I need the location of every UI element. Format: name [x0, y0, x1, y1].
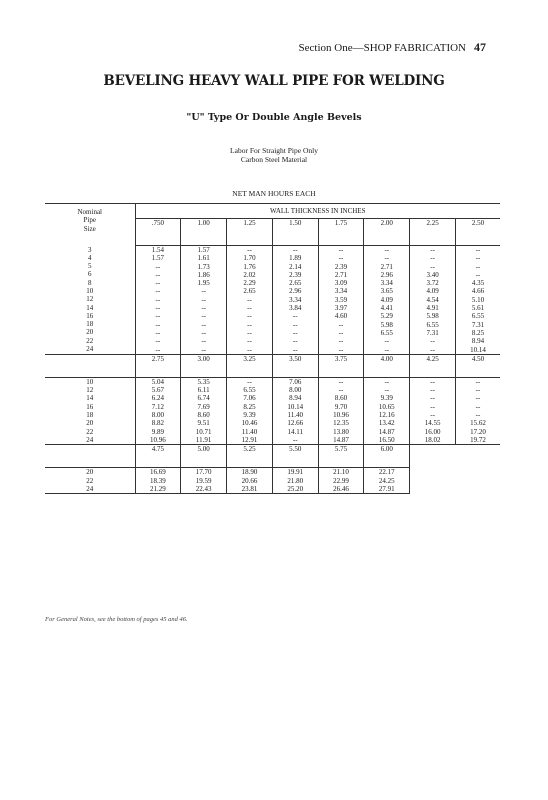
thickness-header-cell: 5.75 — [318, 445, 364, 468]
man-hour-value: 2.71 — [334, 270, 348, 279]
man-hour-value: 21.29 — [150, 484, 166, 493]
man-hour-value: 12.91 — [241, 435, 258, 444]
pipe-size: 4 — [88, 253, 92, 262]
man-hour-value: 4.09 — [380, 295, 393, 304]
man-hour-value: 3.09 — [334, 279, 348, 288]
man-hour-value: 10.14 — [470, 345, 486, 354]
man-hour-value: 2.39 — [289, 270, 302, 279]
man-hour-value: -- — [292, 328, 298, 337]
man-hour-value: -- — [247, 304, 252, 313]
man-hour-value: 2.65 — [243, 287, 256, 296]
man-hour-value: 22.17 — [378, 468, 395, 477]
pipe-size: 20 — [86, 419, 94, 428]
thickness-header-cell: 3.50 — [272, 354, 318, 377]
man-hour-value: -- — [155, 312, 161, 321]
man-hour-value: -- — [475, 270, 481, 279]
pipe-size: 20 — [86, 328, 94, 337]
man-hour-value: 8.94 — [471, 337, 485, 346]
pipe-size: 22 — [86, 476, 94, 485]
table-cell — [45, 354, 135, 377]
man-hour-value: 8.82 — [151, 419, 165, 428]
value-column — [455, 246, 500, 355]
man-hour-value: -- — [475, 394, 481, 403]
man-hour-value: -- — [475, 262, 481, 271]
pipe-size: 14 — [86, 394, 94, 403]
man-hour-value: 5.67 — [151, 386, 165, 395]
man-hour-value: -- — [155, 270, 161, 279]
man-hour-value: 2.39 — [334, 262, 348, 271]
man-hour-value: 16.50 — [378, 435, 395, 444]
footnote: For General Notes, see the bottom of pages 45 and 46. — [45, 616, 188, 623]
man-hour-value: -- — [475, 246, 481, 254]
man-hour-value: -- — [155, 345, 161, 354]
man-hour-value: 10.46 — [241, 419, 258, 428]
man-hour-value: 8.25 — [243, 402, 256, 411]
value-column — [364, 246, 410, 355]
thickness-header-cell: 3.25 — [227, 354, 273, 377]
man-hour-value: -- — [384, 337, 390, 346]
pipe-size-column — [45, 246, 135, 355]
man-hour-value: 19.72 — [470, 435, 486, 444]
data-row — [45, 377, 500, 444]
man-hour-value: 3.84 — [289, 304, 302, 313]
man-hour-value: 10.71 — [195, 427, 212, 436]
man-hour-value: 8.00 — [289, 386, 302, 395]
table-body — [45, 204, 500, 495]
man-hour-value: 20.66 — [241, 476, 258, 485]
man-hour-value: 7.12 — [151, 402, 165, 411]
man-hour-value: 7.06 — [243, 394, 256, 403]
man-hour-value: 19.59 — [195, 476, 212, 485]
value-column — [181, 246, 227, 355]
man-hour-value: 5.35 — [197, 377, 210, 386]
man-hour-value: 14.87 — [333, 435, 349, 444]
man-hour-value: 4.66 — [471, 287, 485, 296]
man-hour-value: 27.91 — [378, 484, 395, 493]
table-cell — [45, 445, 135, 468]
thickness-header-cell: 1.00 — [181, 219, 227, 246]
man-hour-value: 3.34 — [289, 295, 302, 304]
man-hour-value: -- — [247, 320, 252, 329]
net-man-hours-label: NET MAN HOURS EACH — [232, 189, 316, 198]
man-hour-value: 5.29 — [380, 312, 393, 321]
man-hour-value: 8.94 — [289, 394, 302, 403]
pipe-size-column — [45, 468, 135, 494]
man-hour-value: -- — [338, 320, 344, 329]
pipe-size: 16 — [86, 402, 94, 411]
man-hour-value: -- — [430, 337, 435, 346]
man-hour-value: 1.89 — [289, 254, 302, 263]
man-hour-value: -- — [247, 312, 252, 321]
man-hour-value: 4.41 — [380, 304, 393, 313]
nominal-header-line: Size — [83, 224, 96, 233]
labor-line-2: Carbon Steel Material — [240, 154, 308, 164]
man-hour-value: 4.60 — [334, 312, 348, 321]
thickness-header-cell: 4.50 — [455, 354, 500, 377]
value-column — [135, 246, 181, 355]
data-row — [45, 246, 500, 355]
man-hour-value: 3.34 — [334, 287, 348, 296]
man-hour-value: -- — [201, 295, 206, 304]
value-column — [227, 377, 273, 444]
table-header-row — [45, 204, 500, 219]
value-column — [135, 468, 181, 494]
man-hour-value: 1.57 — [197, 246, 210, 254]
man-hour-value: 1.61 — [197, 254, 210, 263]
thickness-header-row — [45, 354, 500, 377]
man-hour-value: -- — [201, 312, 206, 321]
man-hour-value: 1.76 — [243, 262, 256, 271]
data-row — [45, 468, 500, 494]
page-subtitle: "U" Type Or Double Angle Bevels — [186, 112, 362, 123]
man-hour-value: 2.02 — [243, 270, 256, 279]
man-hour-value: 9.89 — [151, 427, 165, 436]
man-hour-value: -- — [292, 337, 298, 346]
man-hour-value: -- — [430, 254, 435, 263]
man-hour-value: 26.46 — [333, 484, 349, 493]
thickness-header-row — [45, 445, 500, 468]
pipe-size-column — [45, 377, 135, 444]
man-hour-value: 2.96 — [380, 270, 393, 279]
man-hour-value: 18.39 — [150, 476, 166, 485]
pipe-size: 22 — [86, 336, 94, 345]
pipe-size: 5 — [88, 262, 92, 271]
value-column — [181, 377, 227, 444]
man-hour-value: -- — [430, 262, 435, 271]
man-hour-value: 1.86 — [197, 270, 210, 279]
thickness-header-cell: 2.00 — [364, 219, 410, 246]
man-hour-value: 5.04 — [151, 377, 165, 386]
labor-line-1: Labor For Straight Pipe Only — [230, 146, 318, 155]
man-hour-value: -- — [247, 295, 252, 304]
man-hour-value: 8.25 — [471, 328, 485, 337]
man-hour-value: 8.00 — [151, 411, 165, 420]
man-hour-value: 15.62 — [470, 419, 486, 428]
pipe-size: 12 — [86, 295, 94, 304]
thickness-header-cell: 5.50 — [272, 445, 318, 468]
man-hour-value: 7.06 — [289, 377, 302, 386]
man-hour-value: 11.91 — [195, 435, 212, 444]
man-hour-value: 7.69 — [197, 402, 210, 411]
man-hour-value: -- — [384, 377, 390, 386]
man-hour-value: 12.16 — [378, 411, 395, 420]
man-hour-value: -- — [155, 320, 161, 329]
man-hour-value: 2.29 — [243, 279, 256, 288]
man-hour-value: -- — [475, 386, 481, 395]
man-hour-value: 16.69 — [150, 468, 166, 477]
thickness-header-cell: 3.75 — [318, 354, 364, 377]
man-hour-value: 7.31 — [471, 320, 485, 329]
man-hour-value: -- — [475, 254, 481, 263]
man-hour-value: 2.14 — [289, 262, 302, 271]
man-hour-value: 19.91 — [287, 468, 304, 477]
man-hour-value: -- — [384, 345, 390, 354]
man-hour-value: 23.81 — [241, 484, 258, 493]
man-hour-value: 4.91 — [426, 304, 439, 313]
thickness-header-cell: .750 — [135, 219, 181, 246]
man-hour-value: 7.31 — [426, 328, 439, 337]
value-column — [181, 468, 227, 494]
value-column — [318, 468, 364, 494]
man-hour-value: -- — [338, 337, 344, 346]
man-hour-value: 9.39 — [380, 394, 393, 403]
pipe-size: 14 — [86, 303, 94, 312]
man-hour-value: -- — [155, 295, 161, 304]
pipe-size: 18 — [86, 411, 94, 420]
man-hour-value: 6.55 — [380, 328, 393, 337]
man-hour-value: 5.61 — [471, 304, 485, 313]
man-hour-value: -- — [247, 377, 252, 386]
man-hour-value: 10.96 — [150, 435, 166, 444]
man-hour-value: -- — [338, 377, 344, 386]
man-hour-value: -- — [384, 386, 390, 395]
man-hour-value: -- — [430, 402, 435, 411]
man-hour-value: 6.55 — [471, 312, 485, 321]
value-column — [272, 468, 318, 494]
man-hour-value: 6.11 — [197, 386, 210, 395]
wall-thickness-header: WALL THICKNESS IN INCHES — [135, 204, 500, 219]
pipe-size: 3 — [88, 245, 92, 254]
thickness-header-cell: 1.75 — [318, 219, 364, 246]
man-hour-value: -- — [338, 345, 344, 354]
thickness-header-cell: 5.25 — [227, 445, 273, 468]
man-hour-value: -- — [292, 345, 298, 354]
pipe-size: 6 — [88, 270, 92, 279]
man-hour-value: 22.99 — [333, 476, 349, 485]
man-hour-value: 18.02 — [424, 435, 441, 444]
man-hour-value: 14.87 — [378, 427, 395, 436]
nominal-pipe-size-header — [45, 204, 135, 246]
thickness-header-cell: 3.00 — [181, 354, 227, 377]
thickness-header-cell: 6.00 — [364, 445, 410, 468]
man-hour-value: -- — [430, 377, 435, 386]
pipe-size: 16 — [86, 311, 94, 320]
man-hour-value: 14.11 — [287, 427, 303, 436]
value-column — [410, 377, 456, 444]
thickness-header-cell: 5.00 — [181, 445, 227, 468]
man-hour-value: -- — [292, 312, 298, 321]
man-hour-value: -- — [247, 246, 252, 254]
man-hour-value: 6.24 — [151, 394, 165, 403]
man-hour-value: -- — [430, 394, 435, 403]
nominal-header-line: Nominal — [77, 208, 102, 216]
man-hour-value: 10.14 — [287, 402, 304, 411]
man-hour-value: 10.65 — [378, 402, 395, 411]
man-hour-value: -- — [292, 435, 298, 444]
man-hour-value: -- — [338, 246, 344, 254]
man-hour-value: -- — [247, 337, 252, 346]
man-hour-value: 24.25 — [378, 476, 395, 485]
man-hour-value: 4.54 — [426, 295, 439, 304]
man-hour-value: 22.43 — [195, 484, 212, 493]
thickness-header-cell: 2.75 — [135, 354, 181, 377]
pipe-size: 18 — [86, 320, 94, 329]
value-column — [318, 246, 364, 355]
man-hour-value: 6.55 — [426, 320, 439, 329]
man-hour-value: -- — [430, 246, 435, 254]
man-hour-value: 13.42 — [378, 419, 395, 428]
man-hour-value: -- — [201, 328, 206, 337]
man-hour-value: 17.20 — [470, 427, 486, 436]
man-hour-value: -- — [201, 345, 206, 354]
man-hour-value: 4.35 — [471, 279, 485, 288]
table-cell — [455, 468, 500, 494]
man-hour-value: 11.40 — [241, 427, 258, 436]
man-hour-value: 3.65 — [380, 287, 393, 296]
man-hour-value: 21.80 — [287, 476, 304, 485]
man-hour-value: -- — [338, 254, 344, 263]
man-hour-value: -- — [475, 411, 481, 420]
page-title: BEVELING HEAVY WALL PIPE FOR WELDING — [103, 73, 445, 89]
man-hour-value: 11.40 — [287, 411, 303, 420]
man-hour-value: -- — [155, 279, 161, 288]
nominal-header-line: Pipe — [83, 216, 96, 225]
man-hour-value: 1.54 — [151, 246, 165, 254]
thickness-header-cell: 4.25 — [410, 354, 456, 377]
man-hour-value: 5.10 — [471, 295, 485, 304]
table-cell — [455, 445, 500, 468]
man-hour-value: 25.20 — [287, 484, 304, 493]
man-hour-value: 13.80 — [333, 427, 349, 436]
table-cell — [410, 468, 456, 494]
man-hour-value: -- — [292, 320, 298, 329]
man-hour-value: 4.09 — [426, 287, 439, 296]
value-column — [272, 377, 318, 444]
man-hour-value: 1.70 — [243, 254, 256, 263]
man-hour-value: 14.55 — [424, 419, 441, 428]
man-hour-value: 9.39 — [243, 411, 256, 420]
bottom-rule-row — [45, 494, 500, 495]
thickness-header-cell: 1.25 — [227, 219, 273, 246]
man-hour-value: 3.97 — [334, 304, 348, 313]
man-hours-table — [45, 203, 500, 494]
man-hour-value: -- — [201, 337, 206, 346]
man-hour-value: -- — [155, 287, 161, 296]
man-hour-value: 3.34 — [380, 279, 393, 288]
man-hour-value: 9.51 — [197, 419, 210, 428]
man-hour-value: 16.00 — [424, 427, 441, 436]
man-hour-value: -- — [155, 262, 161, 271]
man-hour-value: -- — [247, 328, 252, 337]
man-hour-value: 9.70 — [334, 402, 348, 411]
table-cell — [410, 445, 456, 468]
man-hour-value: 3.72 — [426, 279, 439, 288]
value-column — [227, 468, 273, 494]
man-hour-value: -- — [430, 386, 435, 395]
man-hour-value: 12.35 — [333, 419, 349, 428]
man-hour-value: 1.73 — [197, 262, 210, 271]
man-hour-value: -- — [155, 328, 161, 337]
man-hour-value: 2.96 — [289, 287, 302, 296]
man-hour-value: 3.40 — [426, 270, 439, 279]
man-hour-value: 1.95 — [197, 279, 210, 288]
value-column — [135, 377, 181, 444]
table-cell — [45, 494, 410, 495]
value-column — [410, 246, 456, 355]
man-hour-value: 1.57 — [151, 254, 165, 263]
man-hour-value: 12.66 — [287, 419, 304, 428]
man-hour-value: 18.90 — [241, 468, 258, 477]
man-hour-value: -- — [384, 254, 390, 263]
thickness-header-cell: 4.00 — [364, 354, 410, 377]
man-hour-value: -- — [201, 304, 206, 313]
man-hour-value: -- — [201, 320, 206, 329]
thickness-header-cell: 2.50 — [455, 219, 500, 246]
labor-note — [0, 147, 548, 164]
man-hour-value: 3.59 — [334, 295, 348, 304]
value-column — [364, 377, 410, 444]
pipe-size: 24 — [86, 435, 94, 444]
man-hour-value: 6.74 — [197, 394, 210, 403]
pipe-size: 24 — [86, 345, 94, 354]
man-hour-value: -- — [155, 304, 161, 313]
man-hour-value: 6.55 — [243, 386, 256, 395]
man-hour-value: -- — [338, 328, 344, 337]
value-column — [364, 468, 410, 494]
pipe-size: 10 — [86, 286, 94, 295]
page-number: 47 — [474, 40, 486, 54]
man-hour-value: -- — [338, 386, 344, 395]
man-hour-value: -- — [475, 402, 481, 411]
pipe-size: 12 — [86, 386, 94, 395]
man-hour-value: -- — [201, 287, 206, 296]
man-hour-value: 10.96 — [333, 411, 349, 420]
running-header — [60, 40, 486, 55]
value-column — [227, 246, 273, 355]
man-hour-value: -- — [384, 246, 390, 254]
section-title: Section One—SHOP FABRICATION — [298, 42, 466, 54]
pipe-size: 10 — [86, 377, 94, 386]
pipe-size: 22 — [86, 427, 94, 436]
man-hour-value: -- — [430, 411, 435, 420]
man-hour-value: 2.71 — [380, 262, 393, 271]
man-hour-value: -- — [247, 345, 252, 354]
man-hour-value: -- — [292, 246, 298, 254]
pipe-size: 8 — [88, 278, 92, 287]
man-hour-value: -- — [475, 377, 481, 386]
man-hour-value: -- — [430, 345, 435, 354]
thickness-header-cell: 1.50 — [272, 219, 318, 246]
man-hour-value: 17.70 — [195, 468, 212, 477]
man-hour-value: 2.65 — [289, 279, 302, 288]
man-hour-value: 8.60 — [197, 411, 210, 420]
man-hour-value: 21.10 — [333, 468, 349, 477]
pipe-size: 20 — [86, 468, 94, 477]
man-hour-value: 8.60 — [334, 394, 348, 403]
man-hour-value: -- — [155, 337, 161, 346]
pipe-size: 24 — [86, 484, 94, 493]
value-column — [318, 377, 364, 444]
value-column — [272, 246, 318, 355]
thickness-header-cell: 4.75 — [135, 445, 181, 468]
thickness-header-cell: 2.25 — [410, 219, 456, 246]
value-column — [455, 377, 500, 444]
man-hour-value: 5.98 — [426, 312, 439, 321]
man-hour-value: 5.98 — [380, 320, 393, 329]
